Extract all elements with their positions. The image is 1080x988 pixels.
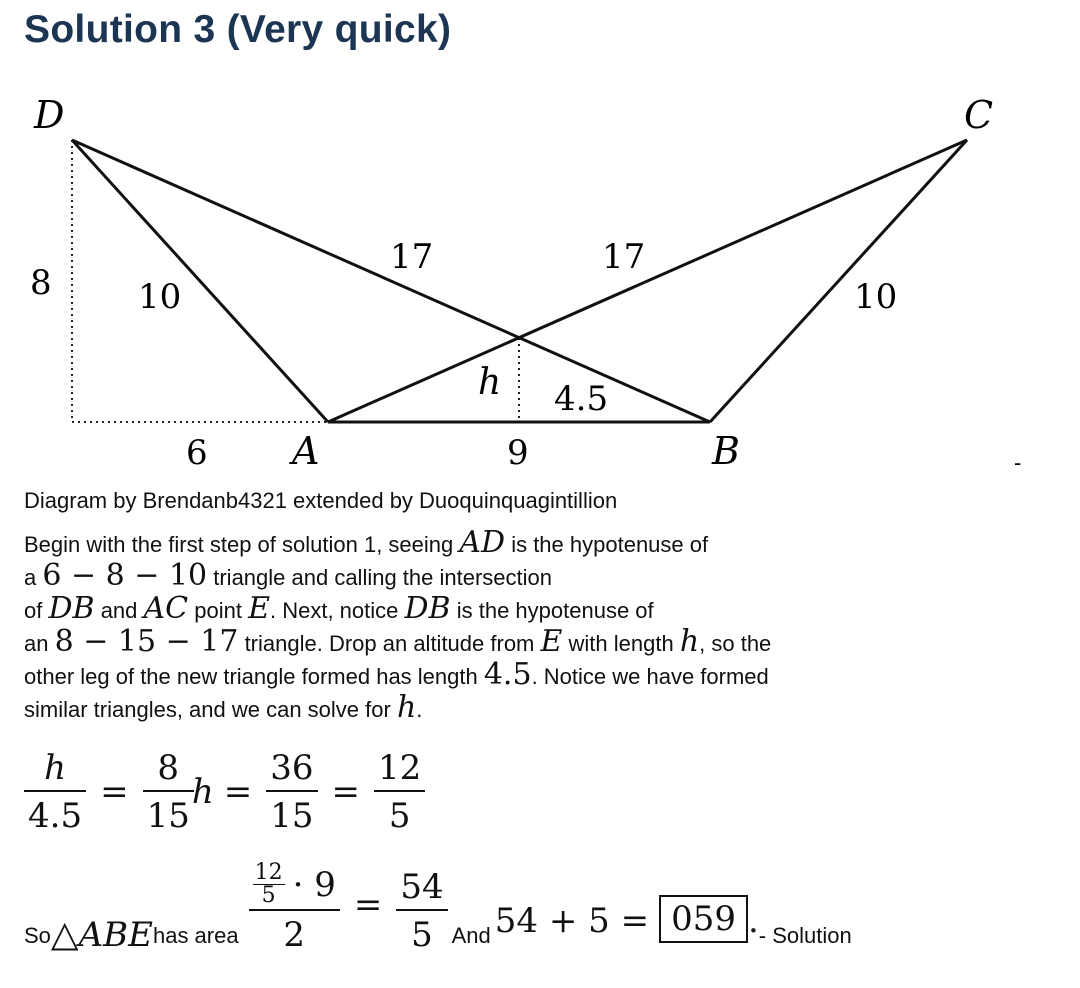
segment-AD — [72, 140, 328, 422]
stray-mark: - — [1014, 450, 1022, 475]
label-B: B — [712, 429, 740, 473]
equation-similar-triangles: $\frac{h}{4.5}$ = $\frac{8}{15}$ h = $\frac{36}{15}$ = $\frac{12}{5}$ — [20, 748, 429, 836]
label-len-6: 6 — [186, 433, 208, 473]
fraction-12-over-5: $\frac{12}{5}$ — [374, 748, 425, 836]
fraction-area: $\frac{12}{5}$ · 9 2 — [249, 862, 340, 955]
page-title: Solution 3 (Very quick) — [24, 8, 452, 51]
geometry-diagram — [0, 0, 1080, 480]
label-h: h — [478, 362, 502, 403]
fraction-36-over-15: $\frac{36}{15}$ — [266, 748, 317, 836]
label-len-AC: 17 — [602, 237, 646, 277]
fraction-54-over-5: $\frac{54}{5}$ — [396, 867, 447, 955]
label-D: D — [34, 93, 65, 137]
label-len-DB: 17 — [390, 237, 434, 277]
label-half: 4.5 — [554, 379, 609, 419]
solution-paragraph: Begin with the first step of solution 1, seeing AD is the hypotenuse of a 6 − 8 − 10 triangle and calling the intersection of DB and AC point E. Next, notice DB is the hypotenuse of an 8 − 15 − 17 triangle. Drop an altitude from E with length h, so the other leg of the new triangle formed has length 4.5. Notice we have formed similar triangles, and we can solve for h. — [24, 525, 772, 725]
label-C: C — [964, 93, 994, 137]
diagram-caption: Diagram by Brendanb4321 extended by Duoquinquagintillion — [24, 488, 618, 513]
equation-area: So △ ABE has area $\frac{12}{5}$ · 9 2 = $\frac{54}{5}$ And 54 + 5 = 059 . - Solution — [24, 860, 852, 955]
segment-BC — [710, 140, 967, 422]
answer-box: 059 — [659, 895, 748, 943]
fraction-h-over-4-5: $\frac{h}{4.5}$ — [24, 748, 86, 836]
label-len-AD: 10 — [138, 277, 182, 317]
label-len-8: 8 — [30, 263, 52, 303]
label-len-BC: 10 — [854, 277, 898, 317]
label-A: A — [292, 429, 320, 473]
label-len-AB: 9 — [507, 433, 529, 473]
fraction-8-over-15: $\frac{8}{15}$ — [143, 748, 194, 836]
